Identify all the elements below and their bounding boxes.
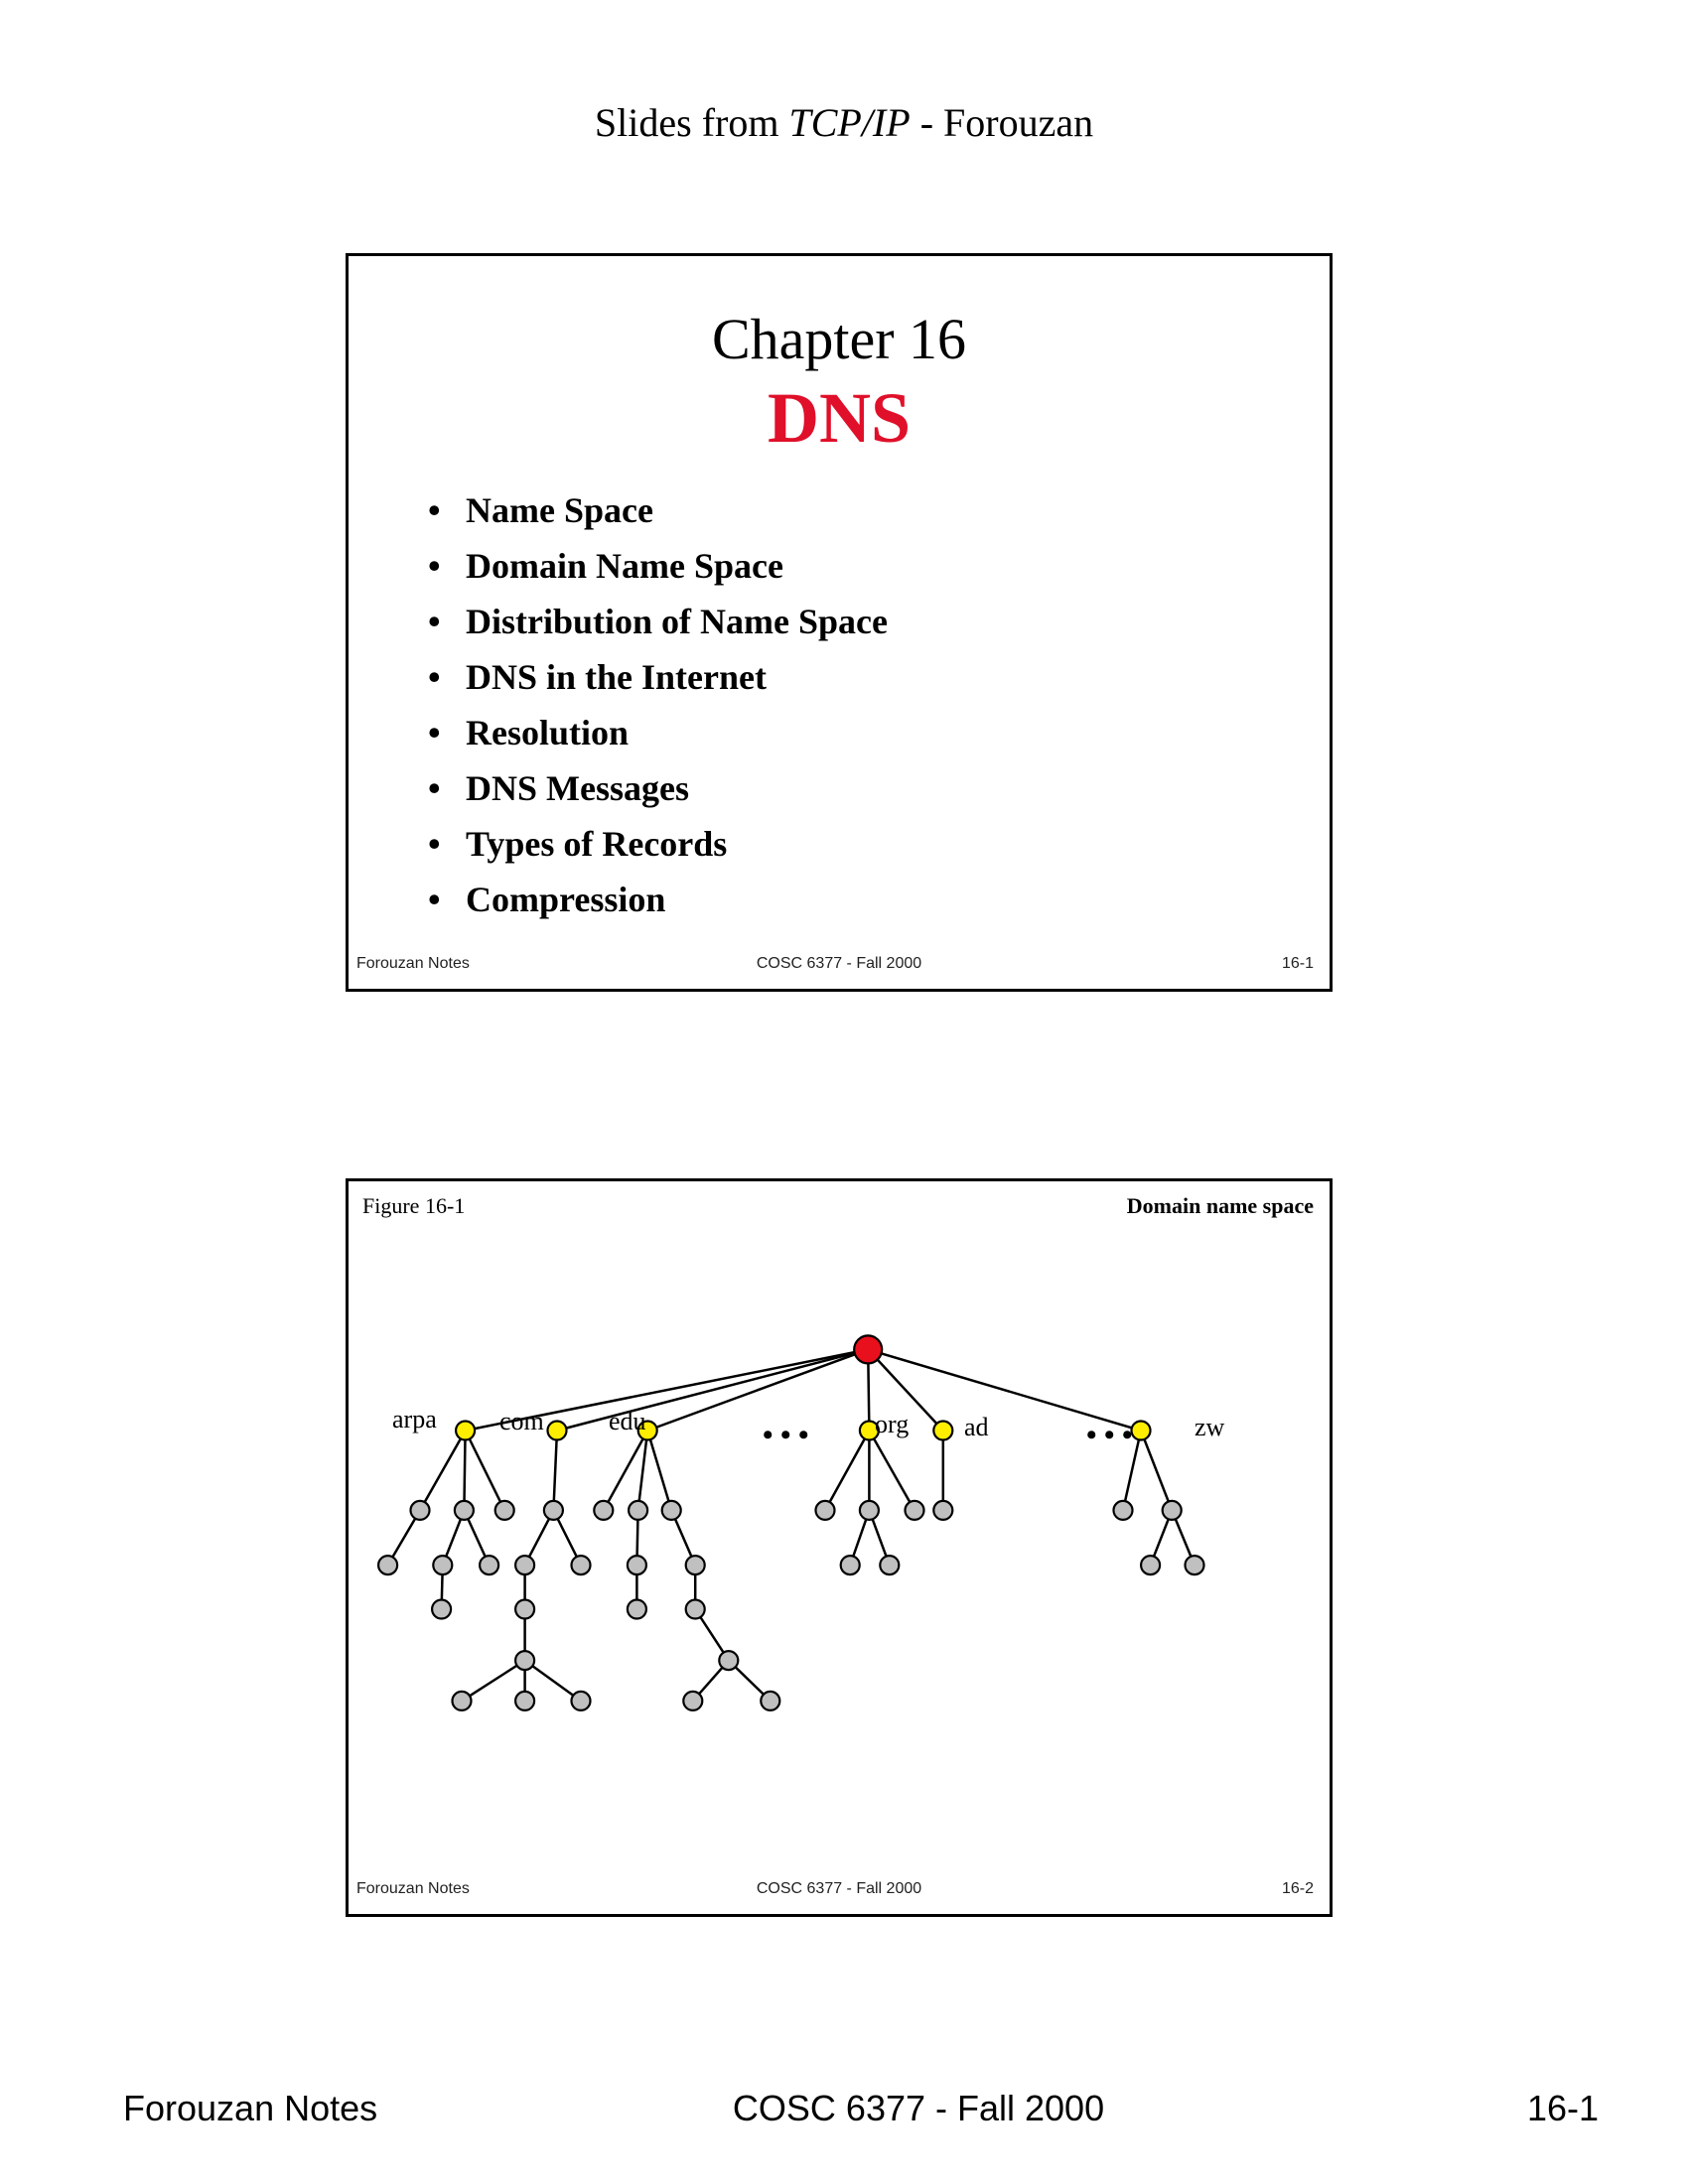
top-level-domain-node-zw [1132,1422,1151,1440]
tree-node [433,1556,452,1574]
tree-node [515,1600,534,1619]
header-suffix: - Forouzan [910,100,1094,145]
tree-node [1141,1556,1160,1574]
tree-node [432,1600,451,1619]
tree-node [662,1501,681,1520]
tree-edge [825,1431,869,1510]
slide-domain-name-space [346,1178,1333,1917]
tree-node [629,1501,647,1520]
top-level-domain-node-ad [933,1422,952,1440]
tree-edge [466,1431,505,1510]
tree-nodes [378,1335,1203,1710]
tree-edge [869,1431,914,1510]
tree-node [594,1501,613,1520]
tree-edge [647,1431,671,1510]
tree-node [628,1600,646,1619]
page-header [0,99,1688,146]
topic-item: • Types of Records [428,824,728,864]
tree-edge [638,1431,648,1510]
tree-node [1163,1501,1182,1520]
slide-footer-center: COSC 6377 - Fall 2000 [756,1880,922,1897]
tld-label-zw: zw [1195,1413,1225,1441]
page-footer-center: COSC 6377 - Fall 2000 [732,2088,1105,2128]
tree-node [572,1556,591,1574]
slide-footer-left: Forouzan Notes [356,955,470,972]
slide-footer-center: COSC 6377 - Fall 2000 [756,955,922,972]
chapter-heading: Chapter 16 [711,307,967,371]
tree-node [515,1651,534,1670]
tree-node [1114,1501,1133,1520]
header-prefix: Slides from [594,100,789,145]
tree-node [906,1501,924,1520]
topic-item: • Distribution of Name Space [428,602,888,641]
tree-node [453,1692,472,1710]
tree-node [1186,1556,1204,1574]
top-level-domain-node-com [548,1422,567,1440]
topic-item: • Compression [428,880,666,919]
tree-node [761,1692,779,1710]
root-node [854,1335,882,1363]
tld-label-edu: edu [609,1407,646,1435]
top-level-domain-node-arpa [456,1422,475,1440]
slide-footer [349,955,1330,975]
tree-node [683,1692,702,1710]
tree-node [480,1556,498,1574]
tree-node [719,1651,738,1670]
tree-node [880,1556,899,1574]
tree-edges [388,1349,1195,1701]
tree-edge [1141,1431,1172,1510]
topic-item: • Resolution [428,713,630,752]
tree-node [816,1501,835,1520]
slide-page-number: 16-1 [1281,955,1314,972]
tree-node [933,1501,952,1520]
topic-item: • Name Space [428,490,653,530]
slide-title: DNS [767,378,912,458]
tree-node [860,1501,879,1520]
tree-edge [647,1349,868,1431]
ellipsis: • • • [763,1419,809,1451]
header-book: TCP/IP [788,100,911,145]
tree-edge [604,1431,647,1510]
tree-edge [553,1431,557,1510]
topic-list [428,482,888,927]
topic-item: • DNS in the Internet [428,657,767,697]
tree-node [572,1692,591,1710]
tree-node [378,1556,397,1574]
tree-node [686,1600,705,1619]
slide-footer [349,1880,1330,1900]
tree-node [515,1556,534,1574]
tree-node [411,1501,430,1520]
slide-page-number: 16-2 [1281,1880,1314,1897]
topic-item: • DNS Messages [428,768,689,808]
tree-edge [557,1349,868,1431]
slide-chapter-16 [346,253,1333,992]
page-footer [0,2088,1688,2133]
ellipsis: • • • [1086,1419,1133,1451]
tld-label-org: org [875,1410,910,1438]
tree-node [544,1501,563,1520]
topic-item: • Domain Name Space [428,546,783,586]
tree-edge [420,1431,466,1510]
tree-node [628,1556,646,1574]
tld-label-arpa: arpa [392,1405,437,1433]
tree-node [841,1556,860,1574]
tree-edge [464,1431,465,1510]
tree-edge [462,1661,525,1702]
tld-label-com: com [499,1407,544,1435]
slide-footer-left: Forouzan Notes [356,1880,470,1897]
tree-node [455,1501,474,1520]
tree-node [495,1501,514,1520]
domain-tree-diagram [349,1181,1330,1914]
page-number: 16-1 [1526,2088,1599,2128]
figure-label: Figure 16-1 [362,1193,466,1218]
tld-label-ad: ad [964,1413,989,1441]
tree-node [515,1692,534,1710]
tree-node [686,1556,705,1574]
figure-title: Domain name space [1126,1193,1314,1218]
page-footer-left: Forouzan Notes [123,2088,378,2128]
